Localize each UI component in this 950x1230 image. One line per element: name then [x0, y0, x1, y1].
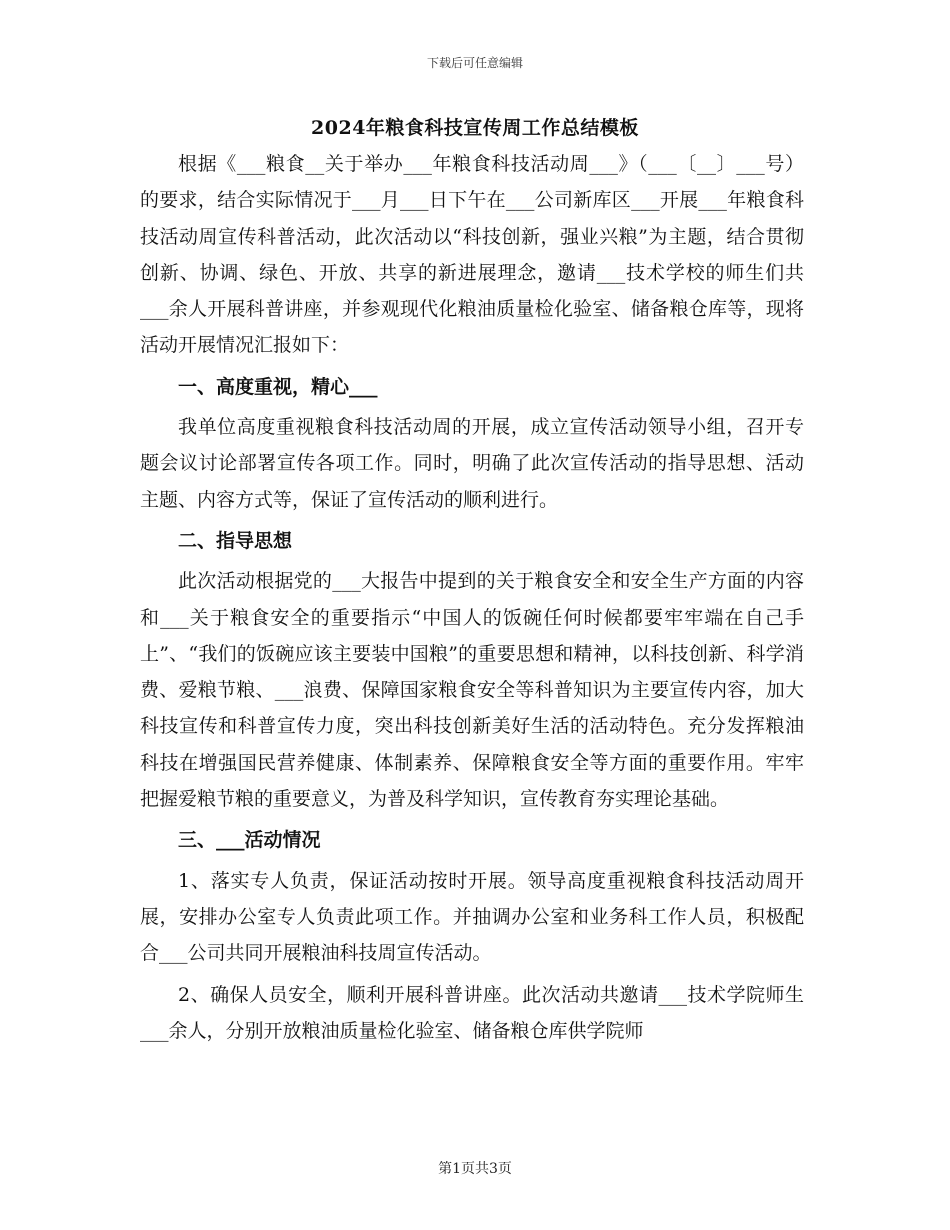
- section-heading-3: 三、___活动情况: [178, 829, 321, 852]
- section-1-paragraph-1: 我单位高度重视粮食科技活动周的开展，成立宣传活动领导小组，召开专题会议讨论部署宣传各项工作。同时，明确了此次宣传活动的指导思想、活动主题、内容方式等，保证了宣传活动的顺利进行。: [140, 416, 804, 511]
- section-heading-1: 一、高度重视，精心___: [178, 375, 378, 398]
- section-3-paragraph-2: 2、确保人员安全，顺利开展科普讲座。此次活动共邀请___技术学院师生___余人，分别开放粮油质量检化验室、储备粮仓库供学院师: [140, 983, 804, 1042]
- page-header-note: 下载后可任意编辑: [426, 56, 523, 70]
- section-3-paragraph-1: 1、落实专人负责，保证活动按时开展。领导高度重视粮食科技活动周开展，安排办公室专人负责此项工作。并抽调办公室和业务科工作人员，积极配合___公司共同开展粮油科技周宣传活动。: [140, 869, 804, 965]
- section-heading-2: 二、指导思想: [178, 529, 293, 552]
- document-body: [140, 146, 804, 1054]
- page-footer-page-number: 第1页共3页: [438, 1161, 512, 1177]
- intro-paragraph: 根据《___粮食__关于举办___年粮食科技活动周___》（___〔__〕___号）的要求，结合实际情况于___月___日下午在___公司新库区___开展___年粮食科技活动周宣传科普活动，此次活动以“科技创新，强业兴粮”为主题，结合贯彻创新、协调、绿色、开放、共享的新进展理念，邀请___技术学校的师生们共___余人开展科普讲座，并参观现代化粮油质量检化验室、储备粮仓库等，现将活动开展情况汇报如下：: [140, 153, 804, 357]
- document-title: 2024年粮食科技宣传周工作总结模板: [311, 117, 639, 139]
- section-2-paragraph-1: 此次活动根据党的___大报告中提到的关于粮食安全和安全生产方面的内容和___关于粮食安全的重要指示“中国人的饭碗任何时候都要牢牢端在自己手上”、“我们的饭碗应该主要装中国粮”的重要思想和精神，以科技创新、科学消费、爱粮节粮、___浪费、保障国家粮食安全等科普知识为主要宣传内容，加大科技宣传和科普宣传力度，突出科技创新美好生活的活动特色。充分发挥粮油科技在增强国民营养健康、体制素养、保障粮食安全等方面的重要作用。牢牢把握爱粮节粮的重要意义，为普及科学知识，宣传教育夯实理论基础。: [140, 570, 804, 811]
